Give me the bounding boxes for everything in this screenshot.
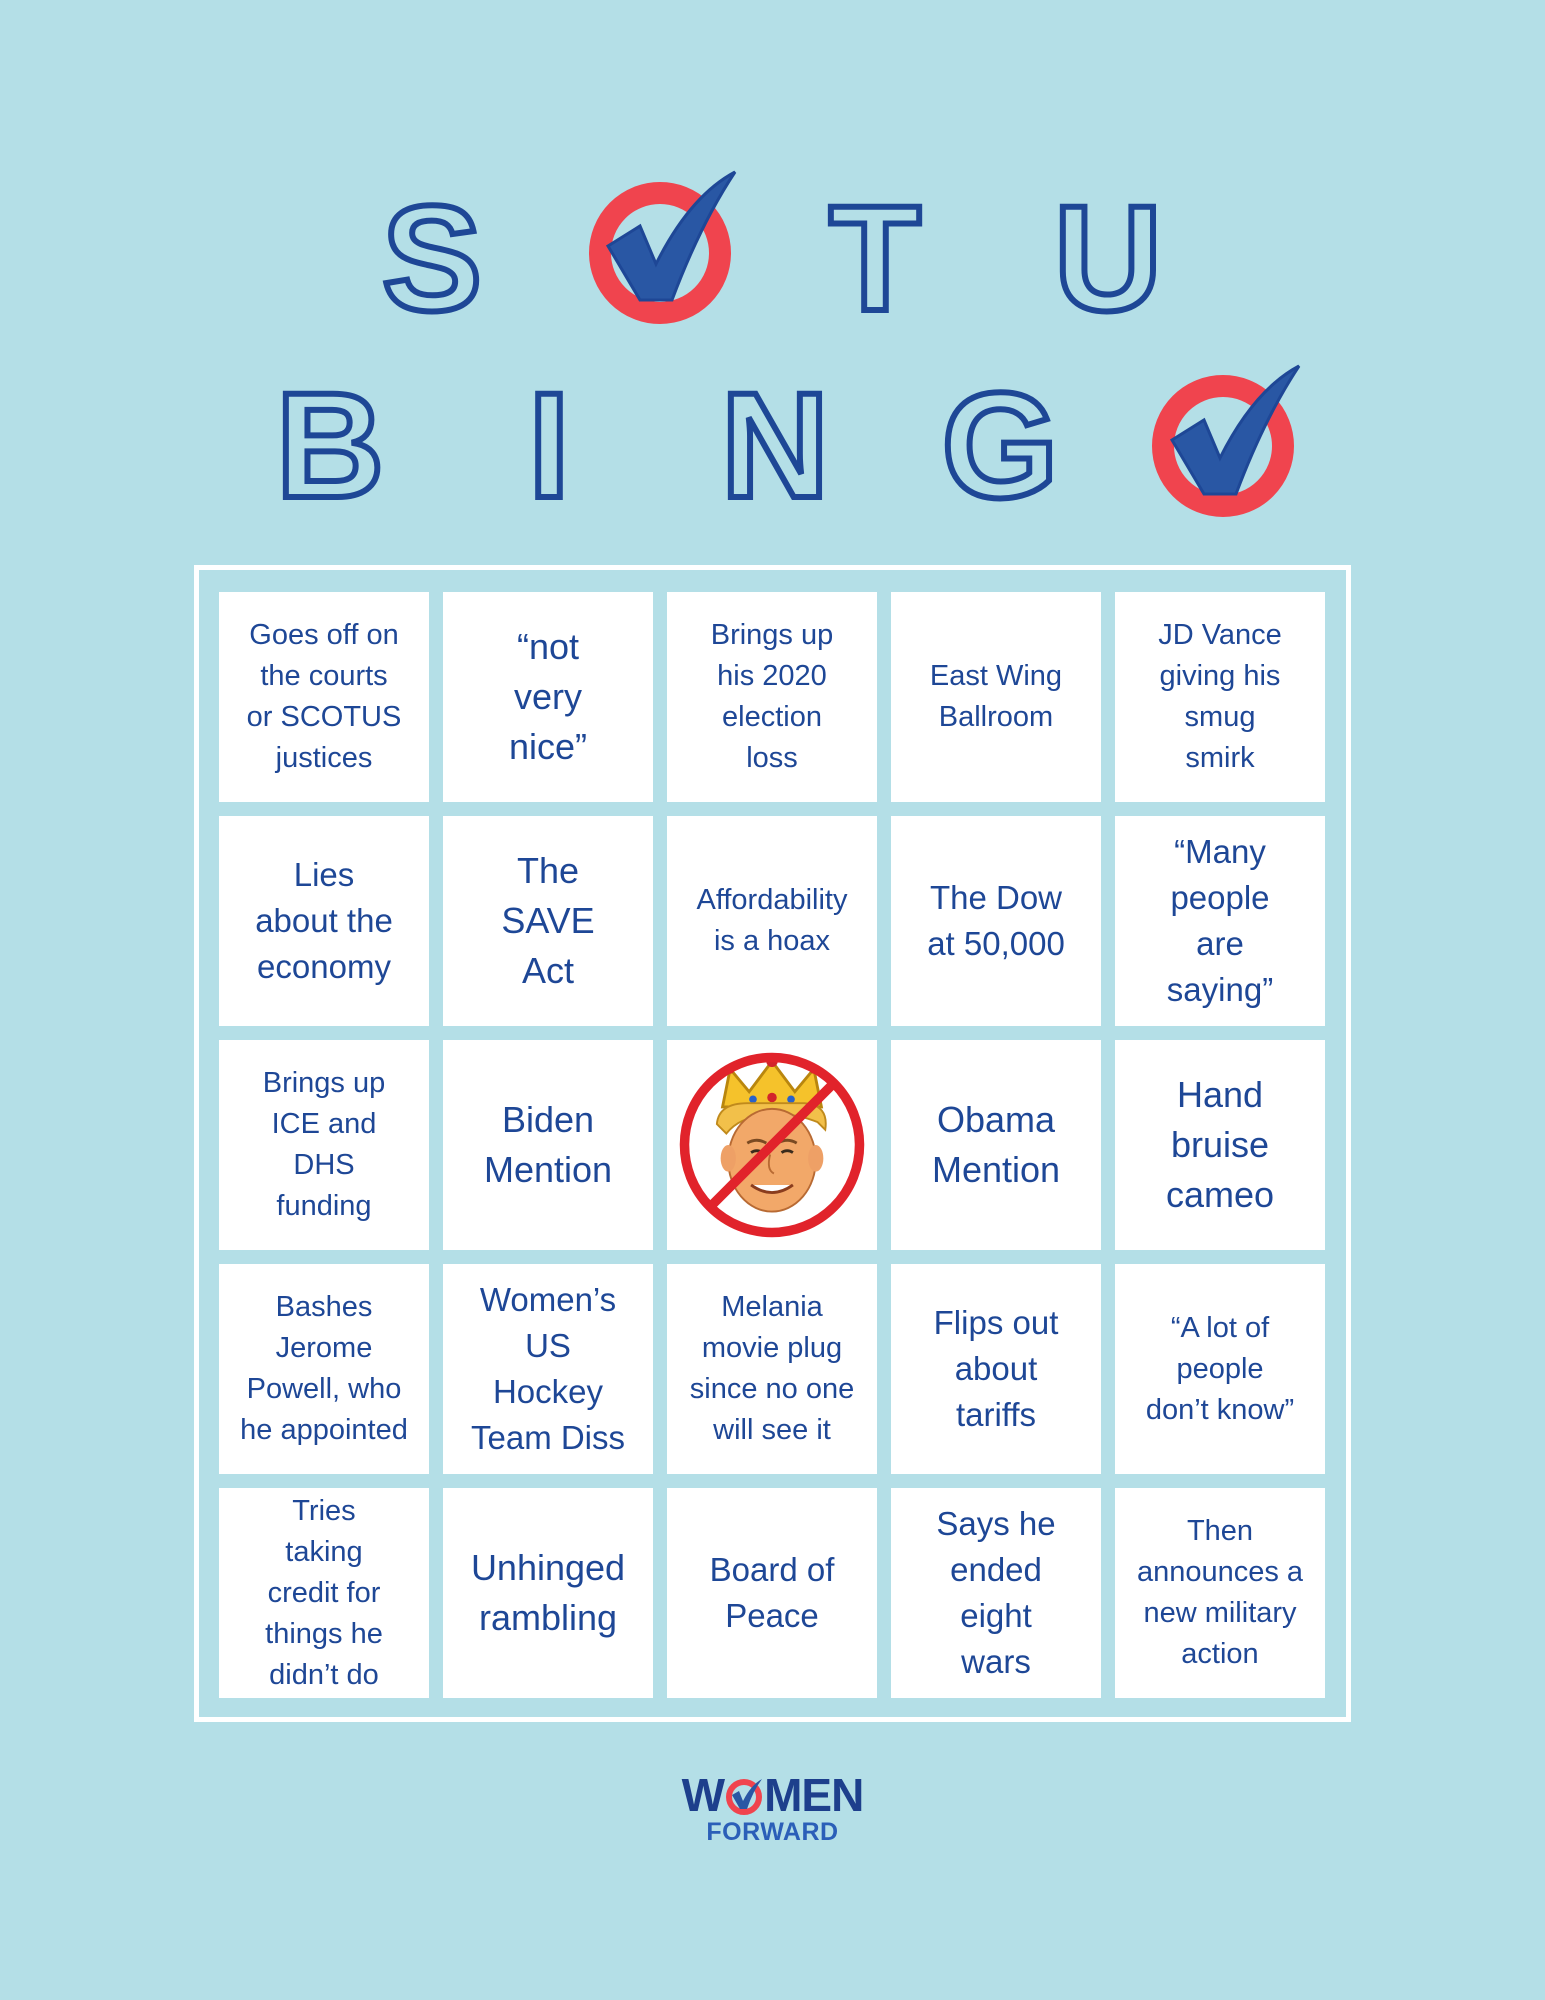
- bingo-square[interactable]: [891, 1264, 1101, 1474]
- bingo-square[interactable]: [443, 1040, 653, 1250]
- square-label: Melania movie plug since no one will see it: [689, 1291, 855, 1446]
- square-label: Women’s US Hockey Team Diss: [470, 1281, 626, 1456]
- square-label: Tries taking credit for things he didn’t do: [265, 1494, 383, 1691]
- bingo-square[interactable]: [219, 1488, 429, 1698]
- women-forward-logo[interactable]: [0, 1769, 1545, 1846]
- square-label: East Wing Ballroom: [929, 660, 1063, 733]
- title-letter-g: G: [941, 361, 1059, 529]
- square-label: Unhinged rambling: [470, 1547, 626, 1638]
- title-letter-u: U: [1053, 174, 1163, 342]
- bingo-square[interactable]: [219, 816, 429, 1026]
- bingo-square[interactable]: [219, 1040, 429, 1250]
- square-label: Biden Mention: [483, 1099, 613, 1190]
- bingo-square[interactable]: [1115, 592, 1325, 802]
- bingo-square[interactable]: [443, 592, 653, 802]
- bingo-square[interactable]: [891, 1040, 1101, 1250]
- bingo-square[interactable]: [667, 816, 877, 1026]
- bingo-square[interactable]: [891, 592, 1101, 802]
- square-label: JD Vance giving his smug smirk: [1158, 619, 1282, 774]
- bingo-square[interactable]: [1115, 816, 1325, 1026]
- bingo-square[interactable]: [1115, 1264, 1325, 1474]
- square-label: Brings up his 2020 election loss: [710, 619, 834, 774]
- square-label: Bashes Jerome Powell, who he appointed: [240, 1291, 408, 1446]
- bingo-grid: [219, 592, 1325, 1698]
- square-label: “Many people are saying”: [1166, 833, 1274, 1008]
- square-label: Affordability is a hoax: [696, 884, 848, 957]
- bingo-square[interactable]: [1115, 1488, 1325, 1698]
- square-label: Goes off on the courts or SCOTUS justices: [246, 619, 402, 774]
- logo-text-men: MEN: [764, 1769, 864, 1821]
- bingo-square[interactable]: [667, 592, 877, 802]
- title-letter-s: S: [381, 174, 483, 342]
- square-label: Flips out about tariffs: [933, 1304, 1059, 1433]
- bingo-square[interactable]: [219, 592, 429, 802]
- bingo-square[interactable]: [443, 816, 653, 1026]
- bingo-square[interactable]: [443, 1488, 653, 1698]
- bingo-square[interactable]: [443, 1264, 653, 1474]
- square-label: The SAVE Act: [501, 850, 595, 991]
- logo-text-w: W: [681, 1769, 725, 1821]
- free-square[interactable]: [667, 1040, 877, 1250]
- square-label: “A lot of people don’t know”: [1145, 1311, 1295, 1426]
- bingo-board: [194, 565, 1351, 1722]
- check-circle-icon: [600, 172, 735, 313]
- square-label: Board of Peace: [709, 1551, 835, 1634]
- bingo-square[interactable]: [1115, 1040, 1325, 1250]
- check-circle-icon: [722, 1773, 766, 1817]
- title-letter-n: N: [720, 361, 830, 529]
- bingo-square[interactable]: [219, 1264, 429, 1474]
- bingo-square[interactable]: [667, 1488, 877, 1698]
- bingo-square[interactable]: [891, 1488, 1101, 1698]
- square-label: Obama Mention: [931, 1099, 1061, 1190]
- title-letter-i: I: [528, 361, 570, 529]
- logo-text-forward: FORWARD: [706, 1818, 839, 1846]
- square-label: “not very nice”: [508, 626, 588, 767]
- bingo-square[interactable]: [891, 816, 1101, 1026]
- square-label: Lies about the economy: [255, 856, 393, 985]
- square-label: Then announces a new military action: [1136, 1515, 1304, 1670]
- bingo-title: [0, 0, 1545, 560]
- check-circle-icon: [1163, 366, 1299, 506]
- logo-wordmark: [681, 1769, 864, 1821]
- bingo-square[interactable]: [667, 1264, 877, 1474]
- no-crowned-trump-icon: [675, 1043, 869, 1247]
- square-label: Says he ended eight wars: [936, 1505, 1056, 1680]
- square-label: Brings up ICE and DHS funding: [262, 1067, 386, 1222]
- square-label: The Dow at 50,000: [927, 879, 1065, 962]
- title-letter-t: T: [829, 174, 921, 342]
- square-label: Hand bruise cameo: [1165, 1074, 1275, 1215]
- title-letter-b: B: [275, 361, 385, 529]
